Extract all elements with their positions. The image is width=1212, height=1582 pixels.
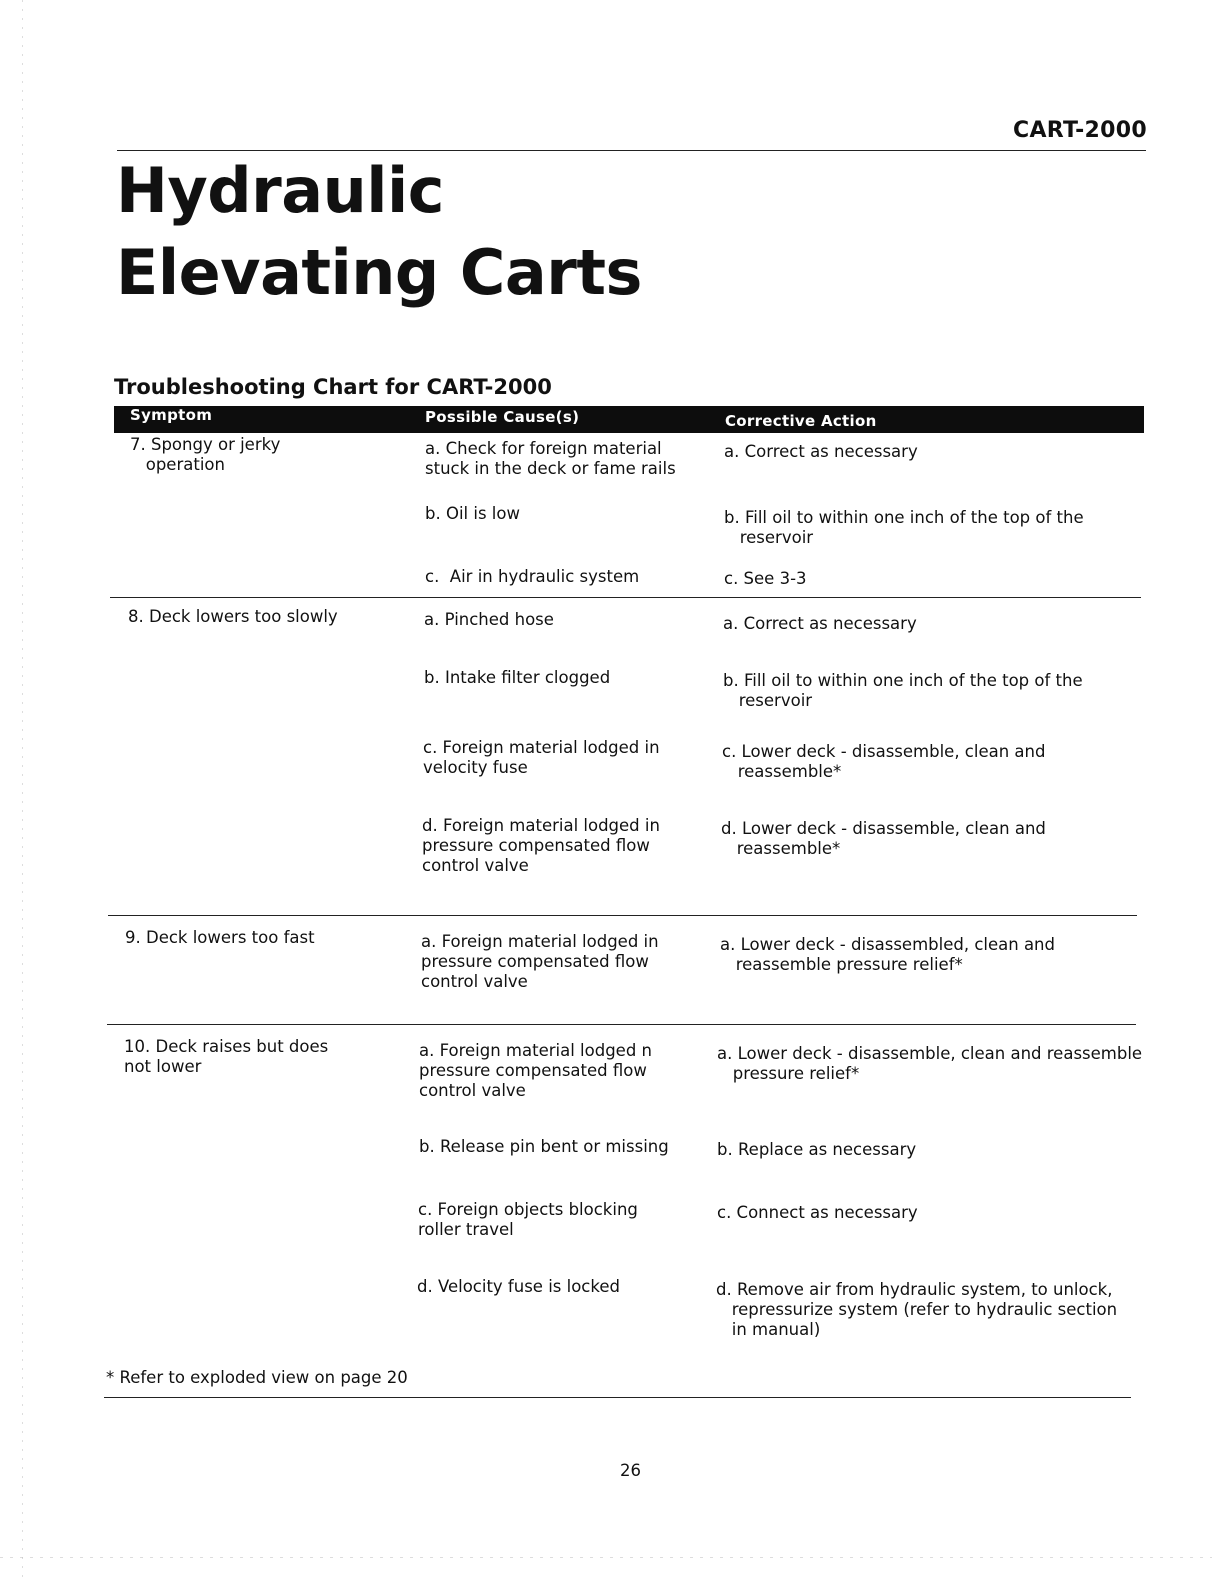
cause-cell: c. Foreign material lodged in velocity fuse [423,738,660,777]
action-cell: d. Lower deck - disassemble, clean and reassemble* [721,819,1046,858]
model-code: CART-2000 [1013,118,1147,143]
page-number: 26 [620,1461,641,1480]
chart-title: Troubleshooting Chart for CART-2000 [114,375,552,399]
action-cell: a. Correct as necessary [724,442,918,461]
footnote: * Refer to exploded view on page 20 [106,1368,408,1387]
action-cell: b. Fill oil to within one inch of the top of the reservoir [723,671,1083,710]
cause-cell: b. Release pin bent or missing [419,1137,669,1156]
symptom-cell: 7. Spongy or jerky operation [130,435,281,474]
symptom-cell: 8. Deck lowers too slowly [128,607,338,626]
scan-margin-artifact [22,0,23,1582]
cause-cell: a. Foreign material lodged n pressure compensated flow control valve [419,1041,652,1100]
symptom-cell: 10. Deck raises but does not lower [124,1037,329,1076]
cause-cell: c. Foreign objects blocking roller travel [418,1200,638,1239]
table-header [114,406,1144,433]
action-cell: c. Lower deck - disassemble, clean and reassemble* [722,742,1046,781]
cause-cell: a. Foreign material lodged in pressure compensated flow control valve [421,932,659,991]
page-title [116,150,642,314]
cause-cell: d. Velocity fuse is locked [417,1277,620,1296]
cause-cell: b. Intake filter clogged [424,668,611,687]
row-divider [108,915,1137,916]
cause-cell: a. Check for foreign material stuck in the deck or fame rails [425,439,676,478]
page-title-line-1: Hydraulic [116,154,444,227]
action-cell: a. Lower deck - disassemble, clean and reassemble pressure relief* [717,1044,1143,1083]
column-header-symptom: Symptom [130,406,213,424]
table-bottom-rule [104,1397,1131,1398]
symptom-cell: 9. Deck lowers too fast [125,928,315,947]
action-cell: c. Connect as necessary [717,1203,918,1222]
action-cell: d. Remove air from hydraulic system, to unlock, repressurize system (refer to hydraulic section in manual) [716,1280,1118,1339]
cause-cell: d. Foreign material lodged in pressure compensated flow control valve [422,816,660,875]
page-title-line-2: Elevating Carts [116,236,642,309]
scan-bottom-artifact [0,1557,1212,1558]
column-header-corrective-action: Corrective Action [725,412,877,430]
column-header-possible-causes: Possible Cause(s) [425,408,580,426]
cause-cell: c. Air in hydraulic system [425,567,640,586]
row-divider [107,1024,1136,1025]
action-cell: a. Lower deck - disassembled, clean and reassemble pressure relief* [720,935,1055,974]
action-cell: a. Correct as necessary [723,614,917,633]
action-cell: c. See 3-3 [724,569,807,588]
cause-cell: a. Pinched hose [424,610,554,629]
row-divider [110,597,1141,598]
action-cell: b. Replace as necessary [717,1140,917,1159]
action-cell: b. Fill oil to within one inch of the top of the reservoir [724,508,1084,547]
cause-cell: b. Oil is low [425,504,520,523]
